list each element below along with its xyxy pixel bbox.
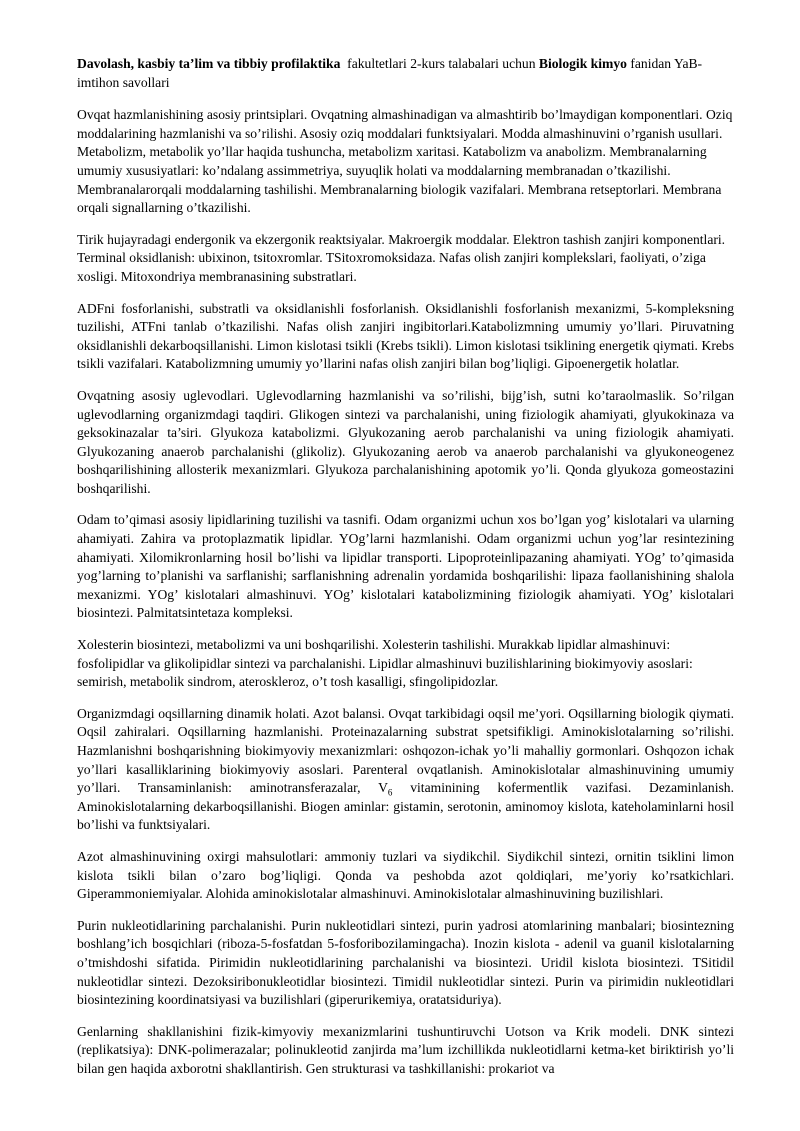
exam-topic-paragraph: Ovqat hazmlanishining asosiy printsiplari. Ovqatning almashinadigan va almashtirib bo’lmaydigan komponentlari. Oziq moddalarining hazmlanishi va so’rilishi. Asosiy oziq moddalari funktsiyalari. Modda almashinuvini o’rganish usullari. Metabolizm, metabolik yo’llar haqida tushuncha, metabolizm xaritasi. Katabolizm va anabolizm. Membranalarning umumiy xususiyatlari: ko’ndalang assimmetriya, suyuqlik holati va moddalarning membranadan o’tkazilishi. Membranalarorqali moddalarning tashilishi. Membranalarning biologik vazifalari. Membrana retseptorlari. Membrana orqali signallarning o’tkazilishi. (77, 107, 733, 216)
paragraph-text-continued: vitaminining kofermentlik vazifasi. Dezaminlanish. Aminokislotalarning dekarboqsillanishi. Biogen aminlar: gistamin, serotonin, aminomoy kislota, kateholaminlarni hosil bo’lishi va funktsiyalari. (77, 780, 734, 833)
header-faculties: Davolash, kasbiy ta’lim va tibbiy profilaktika (77, 56, 341, 71)
header-exam: fanidan YaB-imtihon savollari (77, 56, 703, 90)
exam-topic-paragraph: ADFni fosforlanishi, substratli va oksidlanishli fosforlanish. Oksidlanishli fosforlanish mexanizmi, 5-kompleksning tuzilishi, ATFni tanlab o’tkazilishi. Nafas olish zanjiri ingibitorlari.Katabolizmning umumiy yo’llari. Piruvatning oksidlanishli dekarboqsillanishi. Limon kislotasi tsikli (Krebs tsikli). Limon kislotasi tsiklining energetik qiymati. Krebs tsikli vazifalari. Katabolizmning umumiy yo’llarini nafas olish zanjiri bilan bog’liqligi. Gipoenergetik holatlar. (77, 300, 734, 372)
vitamin-subscript: 6 (387, 787, 393, 798)
exam-topic-paragraph (77, 705, 734, 835)
exam-topic-paragraph: Genlarning shakllanishini fizik-kimyoviy mexanizmlarini tushuntiruvchi Uotson va Krik modeli. DNK sintezi (replikatsiya): DNK-polimerazalar; polinukleotid zanjirda ma’lum izchillikda nukleotidlarni ketma-ket biriktirish yo’li bilan gen haqida axborotni shakllantirish. Gen strukturasi va tashkillanishi: prokariot va (77, 1023, 734, 1076)
exam-topic-paragraph: Azot almashinuvining oxirgi mahsulotlari: ammoniy tuzlari va siydikchil. Siydikchil sintezi, ornitin tsiklini limon kislota tsikli bilan o’zaro bog’liqligi. Qonda va peshobda azot qoldiqlari, me’yoriy ko’rsatkichlari. Giperammoniemiyalar. Alohida aminokislotalar almashinuvi. Aminokislotalar almashinuvining buzilishlari. (77, 848, 734, 902)
paragraph-text: Organizmdagi oqsillarning dinamik holati. Azot balansi. Ovqat tarkibidagi oqsil me’yori. Oqsillarning biologik qiymati. Oqsil zahiralari. Oqsillarning hazmlanishi. Proteinazalarning substrat spetsifikligi. Aminokislotalarning so’rilishi. Hazmlanishni boshqarishning biokimyoviy mexanizmlari: oshqozon-ichak yo’li mahalliy gormonlari. Oshqozon ichak yo’llari kasalliklarining biokimyoviy asoslari. Parenteral ovqatlanish. Aminokislotalar almashinuvining umumiy yo’llari. Transaminlanish: aminotransferazalar, V (77, 705, 734, 796)
exam-topic-paragraph: Purin nukleotidlarining parchalanishi. Purin nukleotidlari sintezi, purin yadrosi atomlarining manbalari; biosintezning boshlang’ich bosqichlari (riboza-5-fosfatdan 5-fosforibozilamingacha). Inozin kislota - adenil va guanil kislotalarning o’tmishdoshi sifatida. Pirimidin nukleotidlarining parchalanishi va biosintezi. Uridil kislota biosintezi. TSitidil nukleotidlar sintezi. Dezoksiribonukleotidlar biosintezi. Timidil nukleotidlar sintezi. Purin va pirimidin nukleotidlari biosintezining koordinatsiyasi va buzilishlari (giperurikemiya, oratatsiduriya). (77, 917, 734, 1008)
exam-topic-paragraph: Tirik hujayradagi endergonik va ekzergonik reaktsiyalar. Makroergik moddalar. Elektron tashish zanjiri komponentlari. Terminal oksidlanish: ubixinon, tsitoxromlar. TSitoxromoksidaza. Nafas olish zanjiri komplekslari, faoliyati, o’ziga xosligi. Mitoxondriya membranasining substratlari. (77, 231, 726, 284)
document-header (77, 55, 734, 92)
exam-topic-paragraph: Xolesterin biosintezi, metabolizmi va uni boshqarilishi. Xolesterin tashilishi. Murakkab lipidlar almashinuvi: fosfolipidlar va glikolipidlar sintezi va parchalanishi. Lipidlar almashinuvi buzilishlarining biokimyoviy asoslari: semirish, metabolik sindrom, ateroskleroz, o’t tosh kasalligi, sfingolipidozlar. (77, 637, 693, 690)
header-course: fakultetlari 2-kurs talabalari uchun (340, 56, 539, 71)
exam-topic-paragraph: Odam to’qimasi asosiy lipidlarining tuzilishi va tasnifi. Odam organizmi uchun xos bo’lgan yog’ kislotalari va ularning ahamiyati. Zahira va protoplazmatik lipidlar. YOg’larni hazmlanishi. Odam organizmi uchun yog’lar resintezining ahamiyati. Xilomikronlarning hosil bo’lishi va lipidlar transporti. Lipoproteinlipazaning ahamiyati. YOg’ to’qimasida yog’larning to’planishi va sarflanishi; sarflanishning adrenalin yordamida boshqarilishi: lipaza faollanishining shalola mexanizmi. YOg’ kislotalari almashinuvi. YOg’ kislotalari katabolizmining fiziologik ahamiyati. YOg’ kislotalari biosintezi. Palmitatsintetaza kompleksi. (77, 512, 734, 621)
exam-topic-paragraph: Ovqatning asosiy uglevodlari. Uglevodlarning hazmlanishi va so’rilishi, bijg’ish, sutni ko’taraolmaslik. So’rilgan uglevodlarning organizmdagi taqdiri. Glikogen sintezi va parchalanishi, uning fiziologik ahamiyati, glyukokinaza va geksokinazalar ta’siri. Glyukoza katabolizmi. Glyukozaning aerob parchalanishi va uning fiziologik ahamiyati. Glyukozaning anaerob parchalanishi (glikoliz). Glyukozaning aerob va anaerob parchalanishi va glyukoneogenez boshqarilishining allosterik mexanizmlari. Glyukoza parchalanishining apotomik yo’li. Qonda glyukoza gomeostazini boshqarilishi. (77, 387, 734, 496)
header-subject: Biologik kimyo (538, 56, 627, 71)
